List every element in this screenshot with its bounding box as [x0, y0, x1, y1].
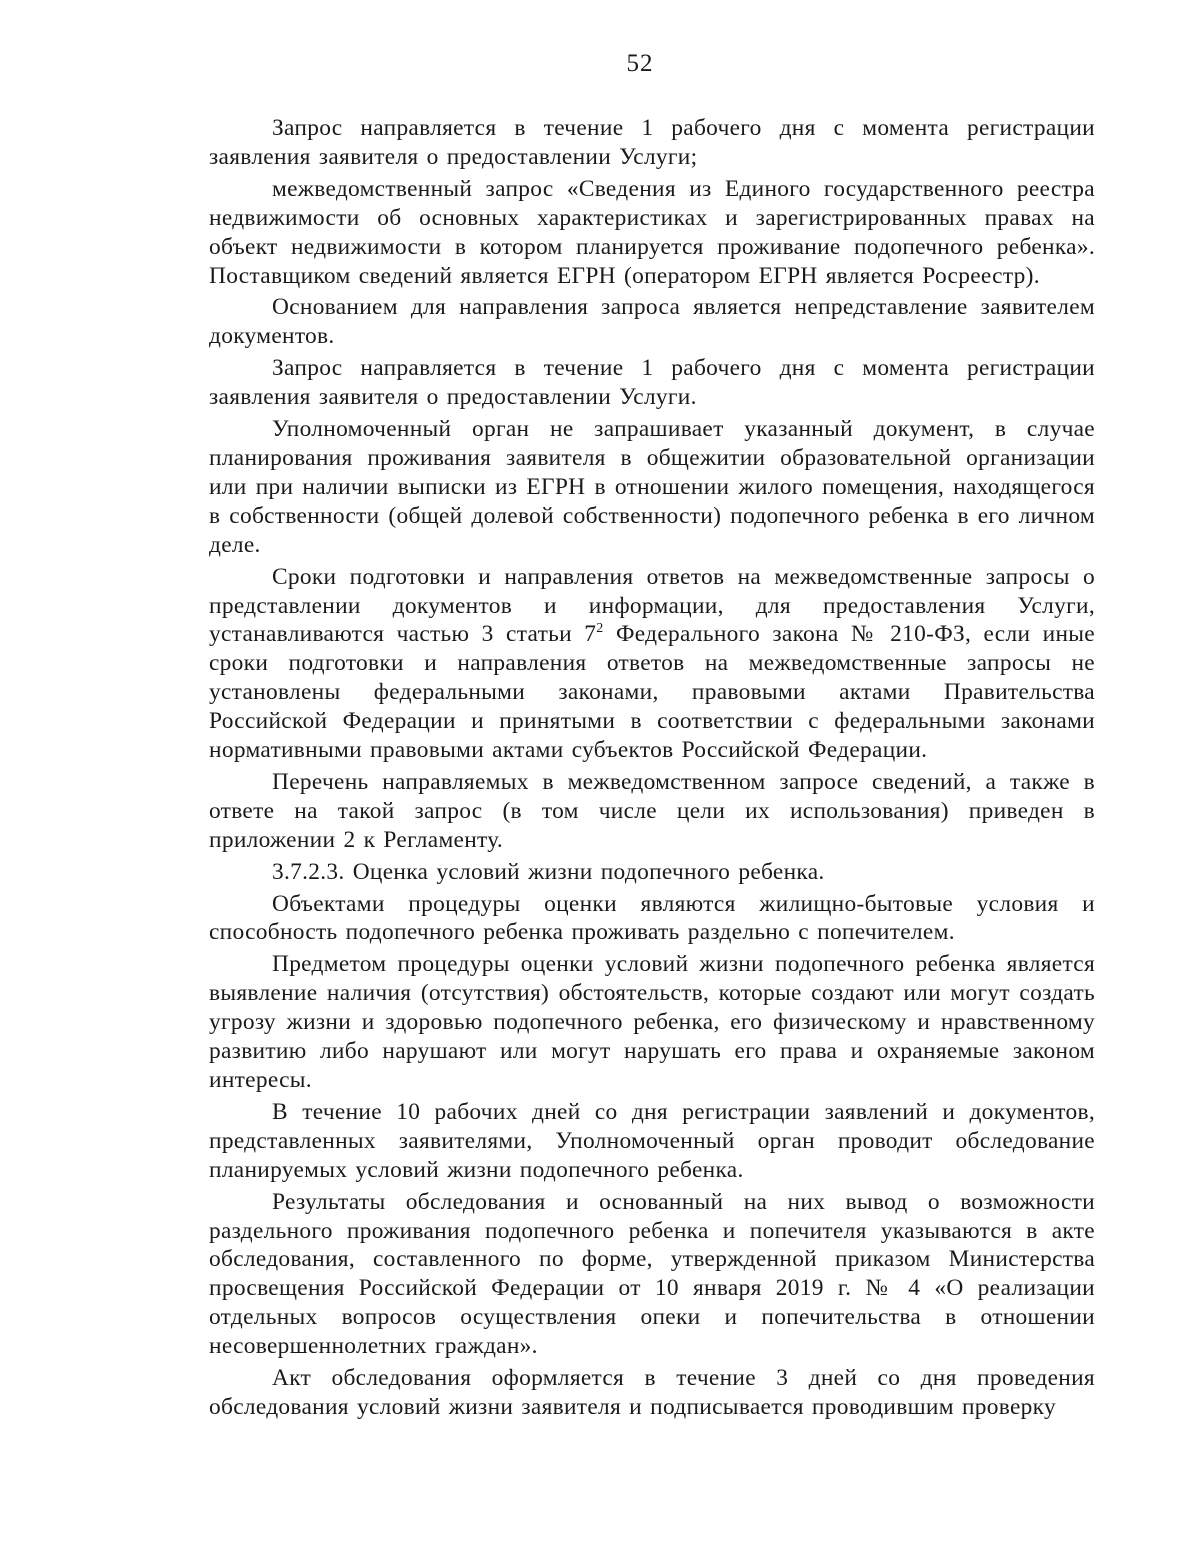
paragraph-request-basis: Основанием для направления запроса является непредставление заявителем документов. — [209, 294, 1095, 350]
paragraph-data-list: Перечень направляемых в межведомственном запросе сведений, а также в ответе на такой запрос (в том числе цели их использования) приведен в приложении 2 к Регламенту. — [209, 768, 1095, 853]
paragraph-inspection-deadline: В течение 10 рабочих дней со дня регистрации заявлений и документов, представленных заявителями, Уполномоченный орган проводит обследование планируемых условий жизни подопечного ребенка. — [209, 1098, 1095, 1183]
response-terms-text-start: Сроки подготовки и направления ответов на межведомственные запросы о представлении документов и информации, для предоставления Услуги, устанавливаются частью 3 статьи 7 — [209, 563, 1095, 648]
paragraph-request-deadline-1: Запрос направляется в течение 1 рабочего дня с момента регистрации заявления заявителя о предоставлении Услуги; — [209, 115, 1095, 170]
document-body — [209, 114, 1095, 1422]
paragraph-egrn-request: межведомственный запрос «Сведения из Единого государственного реестра недвижимости об основных характеристиках и зарегистрированных правах на объект недвижимости в котором планируется проживание подопечного ребенка». Поставщиком сведений является ЕГРН (оператором ЕГРН является Росреестр). — [209, 175, 1095, 289]
article-superscript: 2 — [596, 621, 604, 637]
paragraph-request-deadline-2: Запрос направляется в течение 1 рабочего дня с момента регистрации заявления заявителя о предоставлении Услуги. — [209, 355, 1095, 411]
paragraph-assessment-objects: Объектами процедуры оценки являются жилищно-бытовые условия и способность подопечного ребенка проживать раздельно с попечителем. — [209, 890, 1095, 946]
paragraph-no-request-cases: Уполномоченный орган не запрашивает указанный документ, в случае планирования проживания заявителя в общежитии образовательной организации или при наличии выписки из ЕГРН в отношении жилого помещения, находящегося в собственности (общей долевой собственности) подопечного ребенка в его личном деле. — [209, 416, 1095, 558]
paragraph-inspection-act: Акт обследования оформляется в течение 3 дней со дня проведения обследования условий жизни заявителя и подписывается проводившим проверку — [209, 1365, 1095, 1420]
page-number: 52 — [626, 50, 654, 77]
paragraph-response-terms — [209, 563, 1095, 765]
section-heading-3-7-2-3: 3.7.2.3. Оценка условий жизни подопечного ребенка. — [272, 858, 825, 885]
response-terms-text-end: Федерального закона № 210-ФЗ, если иные сроки подготовки и направления ответов на межведомственные запросы не установлены федеральными законами, правовыми актами Правительства Российской Федерации и принятыми в соответствии с федеральными законами нормативными правовыми актами субъектов Российской Федерации. — [209, 621, 1095, 764]
paragraph-inspection-results: Результаты обследования и основанный на них вывод о возможности раздельного проживания подопечного ребенка и попечителя указываются в акте обследования, составленного по форме, утвержденной приказом Министерства просвещения Российской Федерации от 10 января 2019 г. № 4 «О реализации отдельных вопросов осуществления опеки и попечительства в отношении несовершеннолетних граждан». — [209, 1188, 1095, 1360]
paragraph-assessment-subject: Предметом процедуры оценки условий жизни подопечного ребенка является выявление наличия (отсутствия) обстоятельств, которые создают или могут создать угрозу жизни и здоровью подопечного ребенка, его физическому и нравственному развитию либо нарушают или могут нарушать его права и охраняемые законом интересы. — [209, 951, 1095, 1093]
